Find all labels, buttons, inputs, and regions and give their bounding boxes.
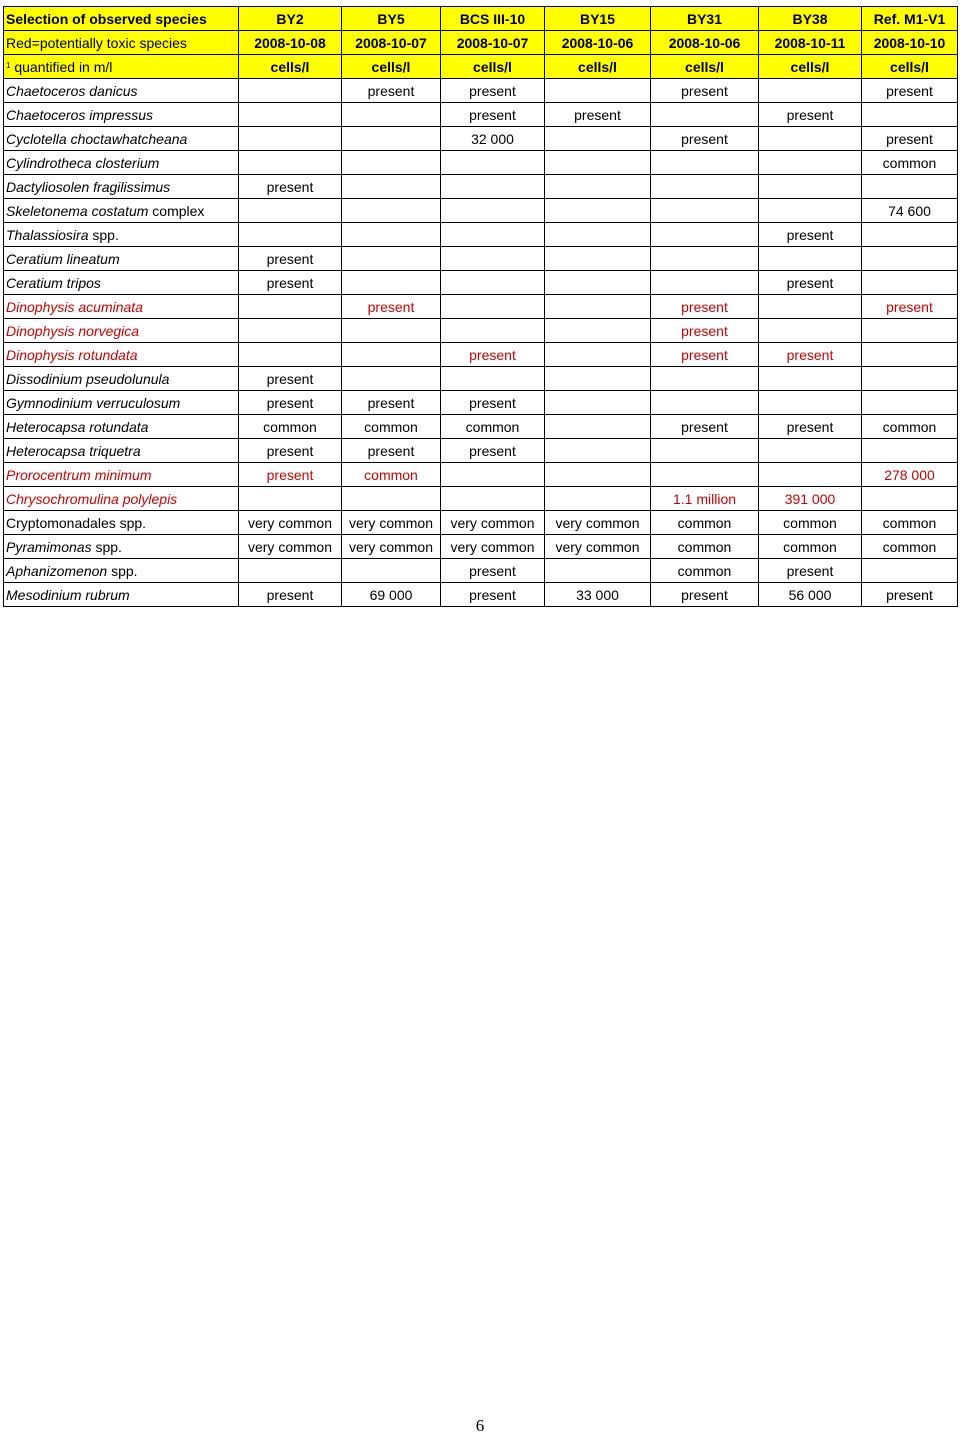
observation-cell (862, 487, 958, 511)
observation-cell (651, 463, 759, 487)
observation-cell (342, 367, 441, 391)
observation-cell (545, 367, 651, 391)
species-name (4, 223, 239, 247)
observation-cell (651, 151, 759, 175)
observation-cell (342, 343, 441, 367)
observation-cell (342, 103, 441, 127)
observation-cell: present (862, 79, 958, 103)
observation-cell: common (651, 535, 759, 559)
footnote-marker: 1 (6, 60, 11, 70)
observation-cell (441, 319, 545, 343)
observation-cell: present (239, 247, 342, 271)
species-name-italic: Dinophysis rotundata (6, 346, 138, 363)
observation-cell: present (862, 295, 958, 319)
species-name (4, 415, 239, 439)
species-name-italic: Dinophysis acuminata (6, 298, 143, 315)
species-row (4, 559, 958, 583)
observation-cell (545, 559, 651, 583)
header-row-stations (4, 7, 958, 31)
observation-cell (441, 295, 545, 319)
species-name (4, 583, 239, 607)
species-name-italic: Thalassiosira (6, 226, 89, 243)
header-station: BY38 (759, 7, 862, 31)
observation-cell: common (862, 535, 958, 559)
observation-cell (342, 199, 441, 223)
observation-cell (862, 175, 958, 199)
observation-cell (545, 487, 651, 511)
species-name-italic: Mesodinium rubrum (6, 586, 130, 603)
observation-cell: 391 000 (759, 487, 862, 511)
observation-cell (239, 103, 342, 127)
observation-cell: present (342, 295, 441, 319)
species-row (4, 439, 958, 463)
observation-cell: 56 000 (759, 583, 862, 607)
species-name (4, 367, 239, 391)
species-name (4, 535, 239, 559)
observation-cell (545, 127, 651, 151)
species-name (4, 127, 239, 151)
header-station: BCS III-10 (441, 7, 545, 31)
observation-cell (651, 103, 759, 127)
species-name-italic: Ceratium tripos (6, 274, 101, 291)
species-name-italic: Gymnodinium verruculosum (6, 394, 181, 411)
observation-cell (342, 559, 441, 583)
observation-cell (239, 223, 342, 247)
observation-cell: present (239, 463, 342, 487)
observation-cell: present (441, 559, 545, 583)
species-name (4, 247, 239, 271)
observation-cell: 1.1 million (651, 487, 759, 511)
observation-cell (862, 559, 958, 583)
observation-cell (545, 463, 651, 487)
header-date: 2008-10-10 (862, 31, 958, 55)
species-name-italic: Chaetoceros danicus (6, 82, 138, 99)
observation-cell: present (862, 127, 958, 151)
observation-cell (759, 319, 862, 343)
observation-cell: present (441, 79, 545, 103)
observation-cell: common (862, 415, 958, 439)
observation-cell (759, 127, 862, 151)
species-name-italic: Aphanizomenon (6, 562, 108, 579)
species-row (4, 487, 958, 511)
species-row (4, 247, 958, 271)
species-name-italic: Ceratium lineatum (6, 250, 120, 267)
observation-cell: very common (441, 535, 545, 559)
header-unit: cells/l (759, 55, 862, 79)
species-row (4, 295, 958, 319)
species-row (4, 367, 958, 391)
species-row (4, 463, 958, 487)
observation-cell (342, 271, 441, 295)
observation-cell: present (759, 103, 862, 127)
header-date: 2008-10-08 (239, 31, 342, 55)
header-unit: cells/l (441, 55, 545, 79)
observation-cell (342, 151, 441, 175)
species-name-italic: Pyramimonas (6, 538, 92, 555)
header-station: Ref. M1-V1 (862, 7, 958, 31)
observation-cell (545, 343, 651, 367)
species-row (4, 583, 958, 607)
observation-cell: present (759, 271, 862, 295)
header-date: 2008-10-07 (342, 31, 441, 55)
observation-cell (759, 391, 862, 415)
species-name (4, 79, 239, 103)
observation-cell: present (441, 391, 545, 415)
observation-cell (545, 439, 651, 463)
species-name (4, 487, 239, 511)
header-date: 2008-10-06 (545, 31, 651, 55)
observation-cell: common (759, 511, 862, 535)
header-unit: cells/l (545, 55, 651, 79)
observation-cell (342, 223, 441, 247)
observation-cell (651, 439, 759, 463)
observation-cell (862, 343, 958, 367)
observation-cell (545, 319, 651, 343)
observation-cell (759, 175, 862, 199)
observation-cell (759, 79, 862, 103)
species-name-suffix: spp. (107, 562, 138, 579)
header-station: BY2 (239, 7, 342, 31)
species-name-italic: Dinophysis norvegica (6, 322, 140, 339)
observation-cell: common (759, 535, 862, 559)
header-station: BY15 (545, 7, 651, 31)
observation-cell (342, 319, 441, 343)
species-name-italic: Skeletonema costatum (6, 202, 149, 219)
species-row (4, 223, 958, 247)
observation-cell (651, 175, 759, 199)
observation-cell: 33 000 (545, 583, 651, 607)
observation-cell: 32 000 (441, 127, 545, 151)
species-row (4, 79, 958, 103)
species-row (4, 343, 958, 367)
observation-cell (759, 151, 862, 175)
species-name-suffix: complex (148, 202, 205, 219)
observation-cell (862, 271, 958, 295)
observation-cell: present (239, 583, 342, 607)
observation-cell: present (862, 583, 958, 607)
observation-cell (545, 415, 651, 439)
header-row-units (4, 55, 958, 79)
species-row (4, 127, 958, 151)
observation-cell: present (239, 367, 342, 391)
species-row (4, 271, 958, 295)
observation-cell: common (862, 151, 958, 175)
species-name (4, 463, 239, 487)
observation-cell (759, 295, 862, 319)
observation-cell: 278 000 (862, 463, 958, 487)
observation-cell: present (759, 559, 862, 583)
species-row (4, 391, 958, 415)
observation-cell (545, 271, 651, 295)
observation-cell (239, 319, 342, 343)
observation-cell: present (759, 343, 862, 367)
species-row (4, 511, 958, 535)
observation-cell (759, 367, 862, 391)
observation-cell (239, 199, 342, 223)
observation-cell: present (342, 439, 441, 463)
observation-cell: common (651, 511, 759, 535)
observation-cell: present (441, 439, 545, 463)
header-unit: cells/l (239, 55, 342, 79)
header-date: 2008-10-11 (759, 31, 862, 55)
observation-cell: common (862, 511, 958, 535)
observation-cell: very common (342, 511, 441, 535)
observation-cell (651, 391, 759, 415)
observation-cell (862, 223, 958, 247)
species-row (4, 151, 958, 175)
observation-cell: present (239, 175, 342, 199)
observation-cell (651, 271, 759, 295)
observation-cell: common (342, 415, 441, 439)
observation-cell (239, 487, 342, 511)
header-station: BY31 (651, 7, 759, 31)
observation-cell (651, 223, 759, 247)
observation-cell (342, 487, 441, 511)
header-label-toxic-note: Red=potentially toxic species (4, 31, 239, 55)
observation-cell: 69 000 (342, 583, 441, 607)
observation-cell (545, 223, 651, 247)
observation-cell (862, 439, 958, 463)
species-name (4, 271, 239, 295)
observation-cell: common (651, 559, 759, 583)
species-row (4, 175, 958, 199)
observation-cell (239, 559, 342, 583)
species-row (4, 319, 958, 343)
observation-cell: present (651, 583, 759, 607)
observation-cell (441, 151, 545, 175)
observation-cell (862, 367, 958, 391)
species-name (4, 319, 239, 343)
observation-cell: present (342, 79, 441, 103)
observation-cell (239, 295, 342, 319)
header-label-quantified (4, 55, 239, 79)
header-unit: cells/l (651, 55, 759, 79)
observation-cell: very common (239, 511, 342, 535)
observation-cell: present (651, 295, 759, 319)
observation-cell: present (239, 271, 342, 295)
observation-cell (441, 247, 545, 271)
observation-cell (545, 247, 651, 271)
observation-cell: present (759, 223, 862, 247)
species-row (4, 199, 958, 223)
observation-cell: common (441, 415, 545, 439)
species-name (4, 391, 239, 415)
observation-cell (759, 199, 862, 223)
observation-cell (441, 487, 545, 511)
species-row (4, 415, 958, 439)
species-row (4, 103, 958, 127)
observation-cell (651, 247, 759, 271)
observation-cell: present (441, 103, 545, 127)
observation-cell (441, 463, 545, 487)
observation-cell: present (651, 79, 759, 103)
header-date: 2008-10-06 (651, 31, 759, 55)
observation-cell (239, 79, 342, 103)
observation-cell: present (239, 439, 342, 463)
species-table (3, 6, 958, 607)
observation-cell: very common (342, 535, 441, 559)
observation-cell: present (651, 415, 759, 439)
observation-cell (545, 391, 651, 415)
observation-cell (862, 103, 958, 127)
observation-cell (545, 175, 651, 199)
species-name-italic: Cyclotella choctawhatcheana (6, 130, 188, 147)
species-name (4, 295, 239, 319)
species-name-italic: Dissodinium pseudolunula (6, 370, 170, 387)
species-name (4, 151, 239, 175)
observation-cell (759, 439, 862, 463)
observation-cell (545, 79, 651, 103)
species-name-suffix: spp. (91, 538, 122, 555)
observation-cell: 74 600 (862, 199, 958, 223)
observation-cell (441, 223, 545, 247)
species-name (4, 175, 239, 199)
observation-cell (239, 127, 342, 151)
observation-cell (651, 199, 759, 223)
observation-cell: present (342, 391, 441, 415)
species-name-italic: Chaetoceros impressus (6, 106, 154, 123)
species-table-body (4, 79, 958, 607)
observation-cell (239, 151, 342, 175)
header-date: 2008-10-07 (441, 31, 545, 55)
header-row-dates (4, 31, 958, 55)
species-name-suffix: Cryptomonadales spp. (6, 514, 147, 531)
observation-cell: present (759, 415, 862, 439)
observation-cell (441, 271, 545, 295)
species-name-italic: Heterocapsa triquetra (6, 442, 141, 459)
observation-cell: common (342, 463, 441, 487)
species-name (4, 103, 239, 127)
header-unit: cells/l (862, 55, 958, 79)
observation-cell (441, 199, 545, 223)
page-number: 6 (475, 1416, 485, 1435)
species-name (4, 439, 239, 463)
observation-cell (441, 367, 545, 391)
header-unit: cells/l (342, 55, 441, 79)
observation-cell (759, 247, 862, 271)
observation-cell (545, 295, 651, 319)
species-name-italic: Chrysochromulina polylepis (6, 490, 178, 507)
observation-cell: present (239, 391, 342, 415)
header-label-selection: Selection of observed species (4, 7, 239, 31)
species-name-italic: Prorocentrum minimum (6, 466, 152, 483)
species-name (4, 559, 239, 583)
observation-cell: very common (545, 511, 651, 535)
species-name-italic: Heterocapsa rotundata (6, 418, 149, 435)
species-name (4, 343, 239, 367)
observation-cell: present (651, 319, 759, 343)
observation-cell: present (651, 127, 759, 151)
observation-cell (862, 247, 958, 271)
observation-cell (239, 343, 342, 367)
header-station: BY5 (342, 7, 441, 31)
species-name-italic: Dactyliosolen fragilissimus (6, 178, 171, 195)
observation-cell (342, 247, 441, 271)
observation-cell (441, 175, 545, 199)
observation-cell (651, 367, 759, 391)
species-name (4, 199, 239, 223)
observation-cell (759, 463, 862, 487)
observation-cell: very common (441, 511, 545, 535)
species-name-italic: Cylindrotheca closterium (6, 154, 160, 171)
observation-cell: common (239, 415, 342, 439)
observation-cell (342, 175, 441, 199)
species-name-suffix: spp. (88, 226, 119, 243)
observation-cell: very common (545, 535, 651, 559)
header-label-quantified-text: quantified in m/l (10, 58, 113, 75)
observation-cell: present (441, 343, 545, 367)
observation-cell (342, 127, 441, 151)
species-row (4, 535, 958, 559)
observation-cell: very common (239, 535, 342, 559)
observation-cell (862, 319, 958, 343)
observation-cell: present (441, 583, 545, 607)
observation-cell (545, 151, 651, 175)
observation-cell (545, 199, 651, 223)
observation-cell (862, 391, 958, 415)
observation-cell: present (545, 103, 651, 127)
species-name (4, 511, 239, 535)
observation-cell: present (651, 343, 759, 367)
